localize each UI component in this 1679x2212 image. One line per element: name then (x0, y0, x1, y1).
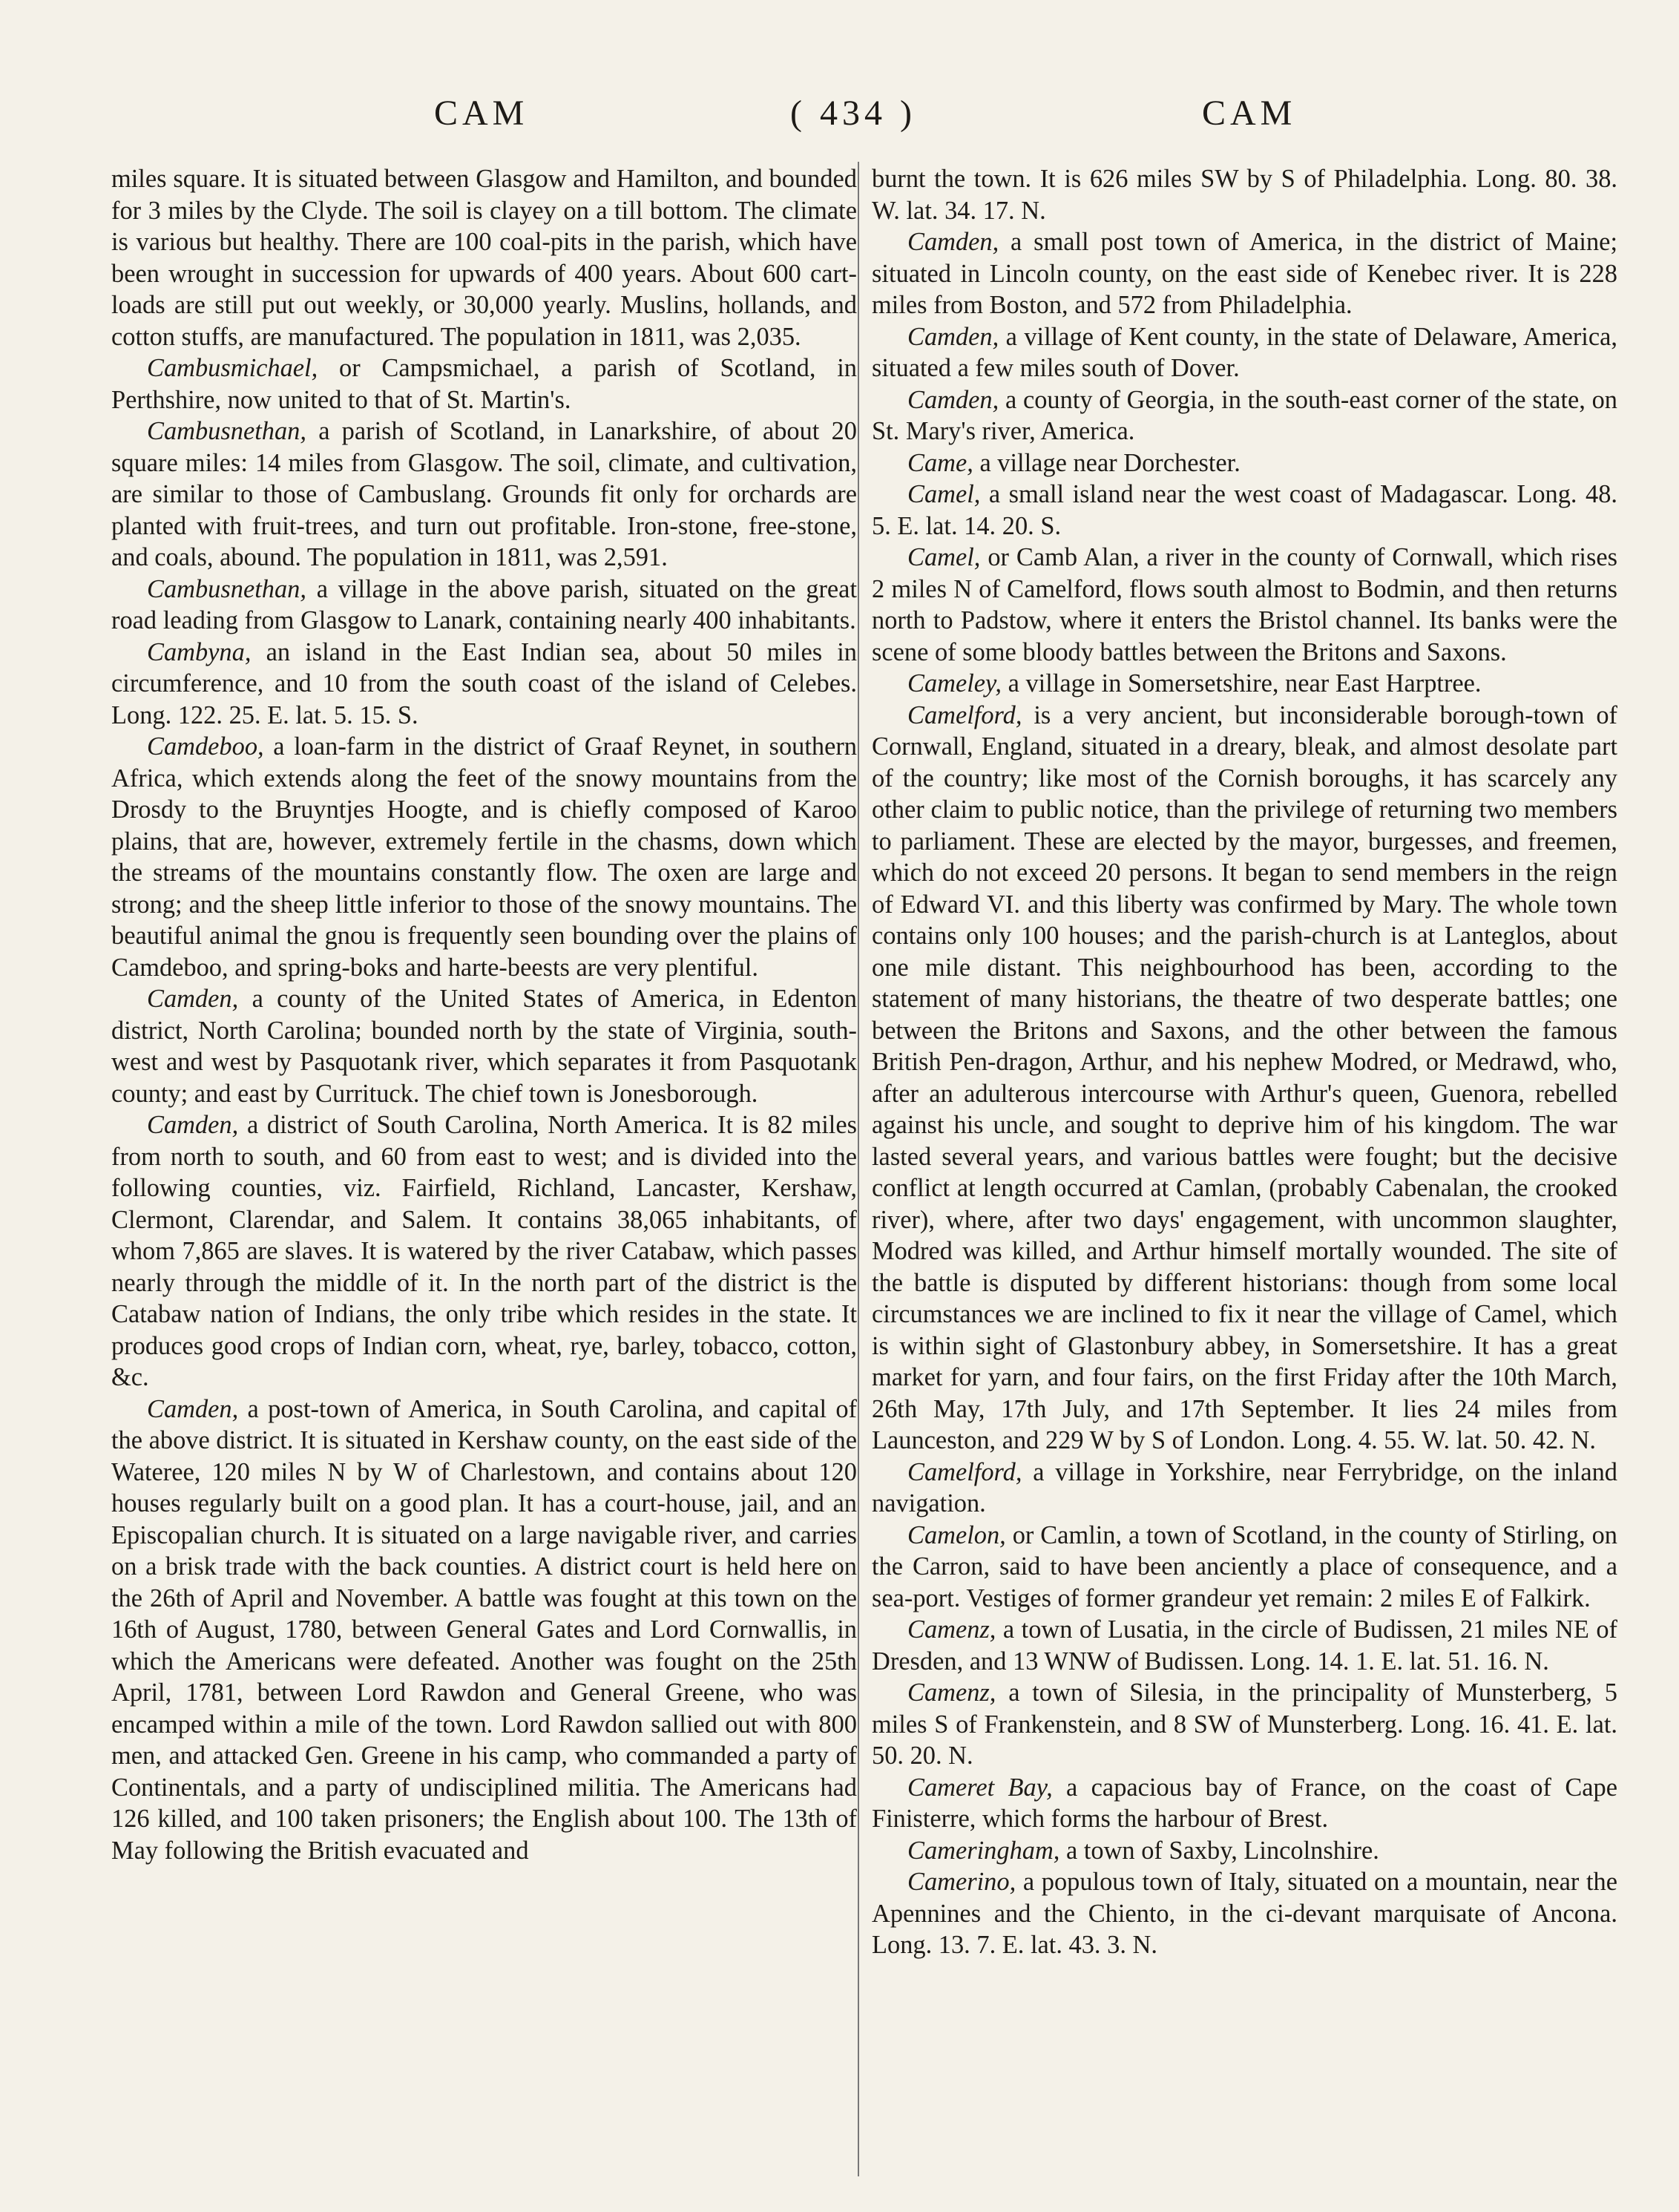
entry-paragraph (111, 416, 857, 574)
entry-paragraph (872, 163, 1617, 226)
entry-headword: Camden, (907, 228, 999, 256)
running-head-left: CAM (434, 93, 529, 133)
entry-text: a town of Lusatia, in the circle of Budissen, 21 miles NE of Dresden, and 13 WNW of Budissen. Long. 14. 1. E. lat. 51. 16. N. (872, 1615, 1617, 1676)
entry-text: a village near Dorchester. (973, 448, 1241, 477)
entry-paragraph (872, 1866, 1617, 1961)
entry-paragraph (111, 352, 857, 416)
entry-text: is a very ancient, but inconsiderable borough-town of Cornwall, England, situated in a dreary, bleak, and almost desolate part of the country; like most of the Cornish boroughs, it has scarcely any other claim to public notice, than the privilege of returning two members to parliament. These are elected by the mayor, burgesses, and freemen, which do not exceed 20 persons. It began to send members in the reign of Edward VI. and this liberty was confirmed by Mary. The whole town contains only 100 houses; and the parish-church is at Lanteglos, about one mile distant. This neighbourhood has been, according to the statement of many historians, the theatre of two desperate battles; one between the Britons and Saxons, and the other between the famous British Pen-dragon, Arthur, and his nephew Modred, or Medrawd, who, after an adulterous intercourse with Arthur's queen, Guenora, rebelled against his uncle, and sought to deprive him of his kingdom. The war lasted several years, and various battles were fought; but the decisive conflict at length occurred at Camlan, (probably Cabenalan, the crooked river), where, after two days' engagement, with uncommon slaughter, Modred was killed, and Arthur himself mortally wounded. The site of the battle is disputed by different historians: though from some local circumstances we are inclined to fix it near the village of Camel, which is within sight of Glastonbury abbey, in Somersetshire. It has a great market for yarn, and four fairs, on the first Friday after the 10th March, 26th May, 17th July, and 17th September. It lies 24 miles from Launceston, and 229 W by S of London. Long. 4. 55. W. lat. 50. 42. N. (872, 700, 1617, 1454)
entry-headword: Camden, (147, 1111, 239, 1139)
entry-paragraph (872, 447, 1617, 479)
running-head-right: CAM (1202, 93, 1297, 133)
entry-text: a village in Yorkshire, near Ferrybridge, on the inland navigation. (872, 1457, 1617, 1517)
entry-headword: Camel, (907, 480, 981, 508)
entry-text: a village in Somersetshire, near East Harptree. (1002, 669, 1482, 698)
entry-text: a populous town of Italy, situated on a mountain, near the Apennines and the Chiento, in the ci-devant marquisate of Ancona. Long. 13. 7. E. lat. 43. 3. N. (872, 1868, 1617, 1959)
entry-headword: Camerino, (907, 1868, 1016, 1896)
entry-paragraph (872, 1457, 1617, 1520)
entry-text: a district of South Carolina, North America. It is 82 miles from north to south, and 60 from east to west; and is divided into the following counties, viz. Fairfield, Richland, Lancaster, Kershaw, Clermont, Clarendar, and Salem. It contains 38,065 inhabitants, of whom 7,865 are slaves. It is watered by the river Catabaw, which passes nearly through the middle of it. In the north part of the district is the Catabaw nation of Indians, the only tribe which resides in the state. It produces good crops of Indian corn, wheat, rye, barley, tobacco, cotton, &c. (111, 1111, 857, 1391)
left-column (111, 163, 857, 1866)
entry-text: a capacious bay of France, on the coast of Cape Finisterre, which forms the harbour of Brest. (872, 1773, 1617, 1833)
entry-text: a county of Georgia, in the south-east corner of the state, on St. Mary's river, America. (872, 385, 1617, 445)
entry-headword: Camden, (907, 322, 999, 351)
entry-headword: Cambusmichael, (147, 354, 318, 382)
entry-paragraph (872, 1835, 1617, 1867)
column-rule (858, 162, 859, 2176)
entry-paragraph (872, 668, 1617, 700)
entry-paragraph (872, 1614, 1617, 1677)
entry-text: a loan-farm in the district of Graaf Reynet, in southern Africa, which extends along the feet of the snowy mountains from the Drosdy to the Bruyntjes Hoogte, and is chiefly composed of Karoo plains, that are, however, extremely fertile in the chasms, down which the streams of the mountains constantly flow. The oxen are large and strong; and the sheep little inferior to those of the snowy mountains. The beautiful animal the gnou is frequently seen bounding over the plains of Camdeboo, and spring-boks and harte-beests are very plentiful. (111, 732, 857, 982)
entry-text: or Camlin, a town of Scotland, in the county of Stirling, on the Carron, said to have been anciently a place of consequence, and a sea-port. Vestiges of former grandeur yet remain: 2 miles E of Falkirk. (872, 1520, 1617, 1612)
entry-headword: Camden, (147, 985, 239, 1013)
right-column (872, 163, 1617, 1961)
entry-text: or Camb Alan, a river in the county of Cornwall, which rises 2 miles N of Camelford, flows south almost to Bodmin, and then returns north to Padstow, where it enters the Bristol channel. Its banks were the scene of some bloody battles between the Britons and Saxons. (872, 543, 1617, 666)
entry-text: a town of Saxby, Lincolnshire. (1059, 1836, 1379, 1865)
entry-headword: Cambyna, (147, 637, 252, 666)
entry-headword: Camelford, (907, 700, 1022, 729)
entry-paragraph (111, 731, 857, 983)
entry-paragraph (872, 1772, 1617, 1835)
entry-text: a county of the United States of America, in Edenton district, North Carolina; bounded north by the state of Virginia, south-west and west by Pasquotank river, which separates it from Pasquotank county; and east by Currituck. The chief town is Jonesborough. (111, 985, 857, 1108)
entry-headword: Cameley, (907, 669, 1002, 698)
entry-text: a small island near the west coast of Madagascar. Long. 48. 5. E. lat. 14. 20. S. (872, 480, 1617, 540)
entry-headword: Camden, (147, 1394, 239, 1423)
entry-paragraph (872, 479, 1617, 542)
entry-headword: Came, (907, 448, 973, 477)
entry-text: a village of Kent county, in the state of Delaware, America, situated a few miles south of Dover. (872, 322, 1617, 382)
entry-headword: Camenz, (907, 1615, 996, 1644)
entry-headword: Camelon, (907, 1520, 1006, 1549)
entry-paragraph (872, 1677, 1617, 1772)
entry-headword: Camden, (907, 385, 999, 414)
entry-paragraph (111, 163, 857, 352)
entry-headword: Camenz, (907, 1678, 996, 1707)
entry-text: a village in the above parish, situated on the great road leading from Glasgow to Lanark, containing nearly 400 inhabitants. (111, 574, 857, 634)
entry-paragraph (111, 637, 857, 732)
entry-text: a post-town of America, in South Carolina, and capital of the above district. It is situated in Kershaw county, on the east side of the Wateree, 120 miles N by W of Charlestown, and contains about 120 houses regularly built on a good plan. It has a court-house, jail, and an Episcopalian church. It is situated on a large navigable river, and carries on a brisk trade with the back counties. A district court is held here on the 26th of April and November. A battle was fought at this town on the 16th of August, 1780, between General Gates and Lord Cornwallis, in which the Americans were defeated. Another was fought on the 25th April, 1781, between Lord Rawdon and General Greene, who was encamped within a mile of the town. Lord Rawdon sallied out with 800 men, and attacked Gen. Greene in his camp, who commanded a party of Continentals, and a party of undisciplined militia. The Americans had 126 killed, and 100 taken prisoners; the English about 100. The 13th of May following the British evacuated and (111, 1394, 857, 1865)
entry-text: a parish of Scotland, in Lanarkshire, of about 20 square miles: 14 miles from Glasgow. The soil, climate, and cultivation, are similar to those of Cambuslang. Grounds fit only for orchards are planted with fruit-trees, and turn out profitable. Iron-stone, free-stone, and coals, abound. The population in 1811, was 2,591. (111, 417, 857, 571)
entry-headword: Camelford, (907, 1457, 1022, 1486)
entry-text: an island in the East Indian sea, about 50 miles in circumference, and 10 from the south coast of the island of Celebes. Long. 122. 25. E. lat. 5. 15. S. (111, 637, 857, 729)
entry-paragraph (111, 574, 857, 637)
entry-paragraph (111, 1109, 857, 1394)
entry-paragraph (872, 321, 1617, 384)
entry-paragraph (111, 983, 857, 1109)
entry-paragraph (872, 226, 1617, 321)
entry-headword: Cambusnethan, (147, 417, 306, 445)
entry-headword: Cameringham, (907, 1836, 1060, 1865)
entry-paragraph (872, 384, 1617, 447)
entry-paragraph (872, 1520, 1617, 1615)
entry-text: or Campsmichael, a parish of Scotland, in Perthshire, now united to that of St. Martin's. (111, 354, 857, 414)
entry-paragraph (111, 1394, 857, 1867)
entry-text: miles square. It is situated between Glasgow and Hamilton, and bounded for 3 miles by the Clyde. The soil is clayey on a till bottom. The climate is various but healthy. There are 100 coal-pits in the parish, which have been wrought in succession for upwards of 400 years. About 600 cart-loads are still put out weekly, or 30,000 yearly. Muslins, hollands, and cotton stuffs, are manufactured. The population in 1811, was 2,035. (111, 165, 857, 351)
entry-text: burnt the town. It is 626 miles SW by S of Philadelphia. Long. 80. 38. W. lat. 34. 17. N. (872, 165, 1617, 225)
entry-paragraph (872, 542, 1617, 668)
entry-paragraph (872, 700, 1617, 1457)
entry-headword: Camdeboo, (147, 732, 264, 761)
entry-text: a small post town of America, in the district of Maine; situated in Lincoln county, on the east side of Kenebec river. It is 228 miles from Boston, and 572 from Philadelphia. (872, 228, 1617, 319)
entry-headword: Camel, (907, 543, 981, 571)
page-number: ( 434 ) (790, 93, 916, 133)
entry-headword: Cambusnethan, (147, 574, 306, 603)
entry-text: a town of Silesia, in the principality of Munsterberg, 5 miles S of Frankenstein, and 8 SW of Munsterberg. Long. 16. 41. E. lat. 50. 20. N. (872, 1678, 1617, 1770)
entry-headword: Cameret Bay, (907, 1773, 1053, 1802)
